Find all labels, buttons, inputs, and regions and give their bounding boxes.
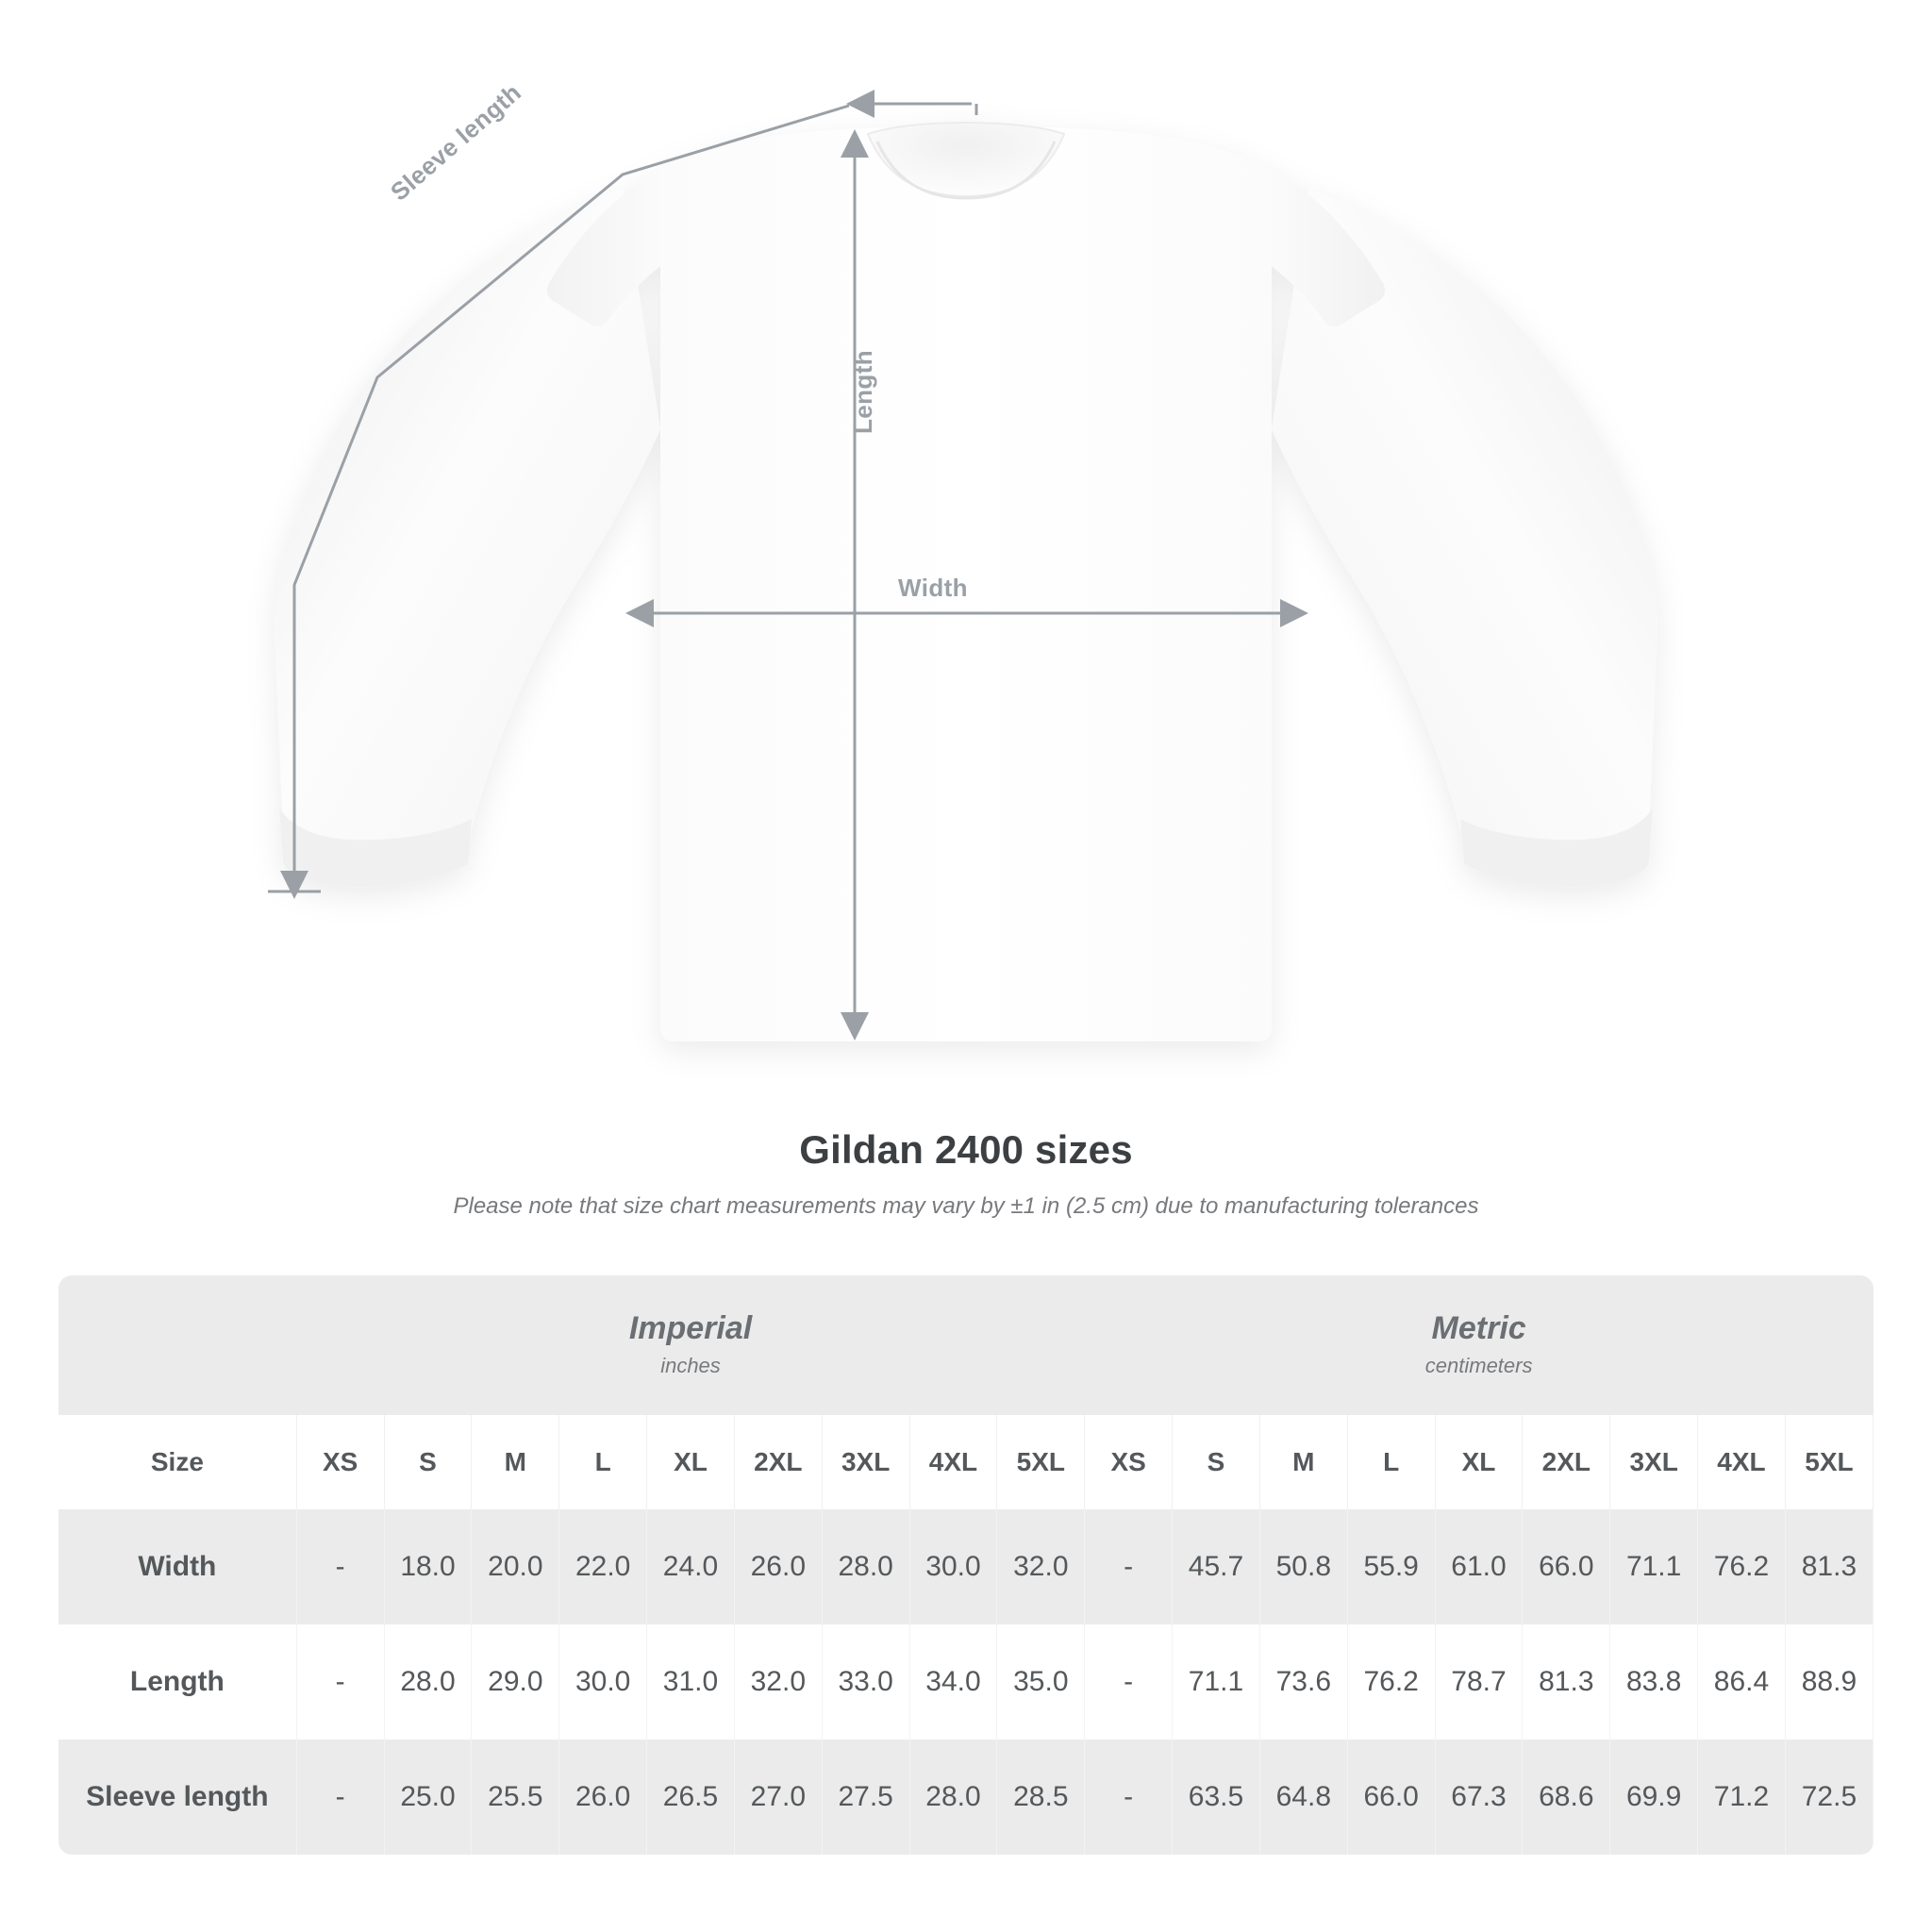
cell-length-metric-xl: 78.7 [1435,1624,1523,1740]
cell-length-metric-5xl: 88.9 [1785,1624,1873,1740]
cell-sleeve-length-metric-2xl: 68.6 [1523,1740,1610,1855]
cell-width-metric-3xl: 71.1 [1610,1509,1698,1624]
row-label-sleeve-length: Sleeve length [58,1740,296,1855]
cell-width-imperial-xs: - [296,1509,384,1624]
cell-length-metric-xs: - [1085,1624,1173,1740]
cell-sleeve-length-metric-m: 64.8 [1259,1740,1347,1855]
title-block [0,1127,1932,1220]
size-header-4xl-imperial: 4XL [909,1415,997,1509]
cell-sleeve-length-metric-xs: - [1085,1740,1173,1855]
size-header-xs-metric: XS [1085,1415,1173,1509]
cell-sleeve-length-metric-3xl: 69.9 [1610,1740,1698,1855]
cell-length-metric-4xl: 86.4 [1698,1624,1786,1740]
cell-length-metric-s: 71.1 [1173,1624,1260,1740]
unit-name: Imperial [628,1310,753,1347]
table-row [58,1509,1874,1624]
size-header-xl-metric: XL [1435,1415,1523,1509]
cell-width-metric-2xl: 66.0 [1523,1509,1610,1624]
cell-length-imperial-l: 30.0 [559,1624,647,1740]
cell-length-metric-m: 73.6 [1259,1624,1347,1740]
cell-sleeve-length-imperial-2xl: 27.0 [734,1740,822,1855]
table-corner [58,1275,296,1415]
size-header-3xl-metric: 3XL [1610,1415,1698,1509]
row-label-length: Length [58,1624,296,1740]
cell-width-metric-xs: - [1085,1509,1173,1624]
cell-sleeve-length-imperial-3xl: 27.5 [822,1740,909,1855]
size-header-s-imperial: S [384,1415,472,1509]
size-header-m-imperial: M [472,1415,559,1509]
unit-name: Metric [1431,1310,1526,1347]
cell-width-metric-l: 55.9 [1347,1509,1435,1624]
size-column-label: Size [58,1415,296,1509]
cell-length-metric-l: 76.2 [1347,1624,1435,1740]
row-label-width: Width [58,1509,296,1624]
cell-width-metric-s: 45.7 [1173,1509,1260,1624]
cell-sleeve-length-imperial-l: 26.0 [559,1740,647,1855]
cell-sleeve-length-metric-xl: 67.3 [1435,1740,1523,1855]
size-header-5xl-imperial: 5XL [997,1415,1085,1509]
cell-width-imperial-2xl: 26.0 [734,1509,822,1624]
label-length: Length [849,349,877,434]
size-header-xs-imperial: XS [296,1415,384,1509]
table-row [58,1740,1874,1855]
size-header-s-metric: S [1173,1415,1260,1509]
cell-length-imperial-m: 29.0 [472,1624,559,1740]
tolerance-note: Please note that size chart measurements may vary by ±1 in (2.5 cm) due to manufacturing tolerances [453,1193,1479,1219]
cell-sleeve-length-metric-s: 63.5 [1173,1740,1260,1855]
unit-header-row [58,1275,1874,1415]
size-table [58,1275,1874,1855]
cell-width-metric-4xl: 76.2 [1698,1509,1786,1624]
cell-sleeve-length-imperial-4xl: 28.0 [909,1740,997,1855]
size-header-3xl-imperial: 3XL [822,1415,909,1509]
cell-width-imperial-l: 22.0 [559,1509,647,1624]
cell-sleeve-length-metric-l: 66.0 [1347,1740,1435,1855]
size-header-2xl-imperial: 2XL [734,1415,822,1509]
cell-length-metric-3xl: 83.8 [1610,1624,1698,1740]
size-header-m-metric: M [1259,1415,1347,1509]
size-header-2xl-metric: 2XL [1523,1415,1610,1509]
cell-width-metric-m: 50.8 [1259,1509,1347,1624]
cell-sleeve-length-imperial-xl: 26.5 [647,1740,735,1855]
cell-length-imperial-3xl: 33.0 [822,1624,909,1740]
cell-sleeve-length-metric-5xl: 72.5 [1785,1740,1873,1855]
unit-header-metric [1085,1275,1874,1415]
cell-sleeve-length-metric-4xl: 71.2 [1698,1740,1786,1855]
size-table-wrapper [58,1275,1874,1855]
label-width: Width [898,574,968,602]
cell-width-imperial-s: 18.0 [384,1509,472,1624]
page-title: Gildan 2400 sizes [799,1127,1133,1172]
cell-width-imperial-m: 20.0 [472,1509,559,1624]
cell-length-imperial-4xl: 34.0 [909,1624,997,1740]
size-header-l-imperial: L [559,1415,647,1509]
cell-length-imperial-2xl: 32.0 [734,1624,822,1740]
cell-length-imperial-xs: - [296,1624,384,1740]
cell-width-imperial-xl: 24.0 [647,1509,735,1624]
cell-length-imperial-s: 28.0 [384,1624,472,1740]
cell-width-imperial-3xl: 28.0 [822,1509,909,1624]
unit-subtitle: centimeters [1424,1353,1533,1377]
cell-sleeve-length-imperial-5xl: 28.5 [997,1740,1085,1855]
cell-length-metric-2xl: 81.3 [1523,1624,1610,1740]
cell-length-imperial-xl: 31.0 [647,1624,735,1740]
cell-width-metric-5xl: 81.3 [1785,1509,1873,1624]
cell-width-imperial-5xl: 32.0 [997,1509,1085,1624]
size-header-4xl-metric: 4XL [1698,1415,1786,1509]
unit-header-imperial [296,1275,1084,1415]
cell-sleeve-length-imperial-s: 25.0 [384,1740,472,1855]
size-header-row [58,1415,1874,1509]
cell-sleeve-length-imperial-xs: - [296,1740,384,1855]
cell-length-imperial-5xl: 35.0 [997,1624,1085,1740]
size-header-5xl-metric: 5XL [1785,1415,1873,1509]
cell-sleeve-length-imperial-m: 25.5 [472,1740,559,1855]
size-header-l-metric: L [1347,1415,1435,1509]
cell-width-metric-xl: 61.0 [1435,1509,1523,1624]
label-sleeve-length: Sleeve length [385,77,527,207]
size-header-xl-imperial: XL [647,1415,735,1509]
table-row [58,1624,1874,1740]
cell-width-imperial-4xl: 30.0 [909,1509,997,1624]
unit-subtitle: inches [660,1353,721,1377]
